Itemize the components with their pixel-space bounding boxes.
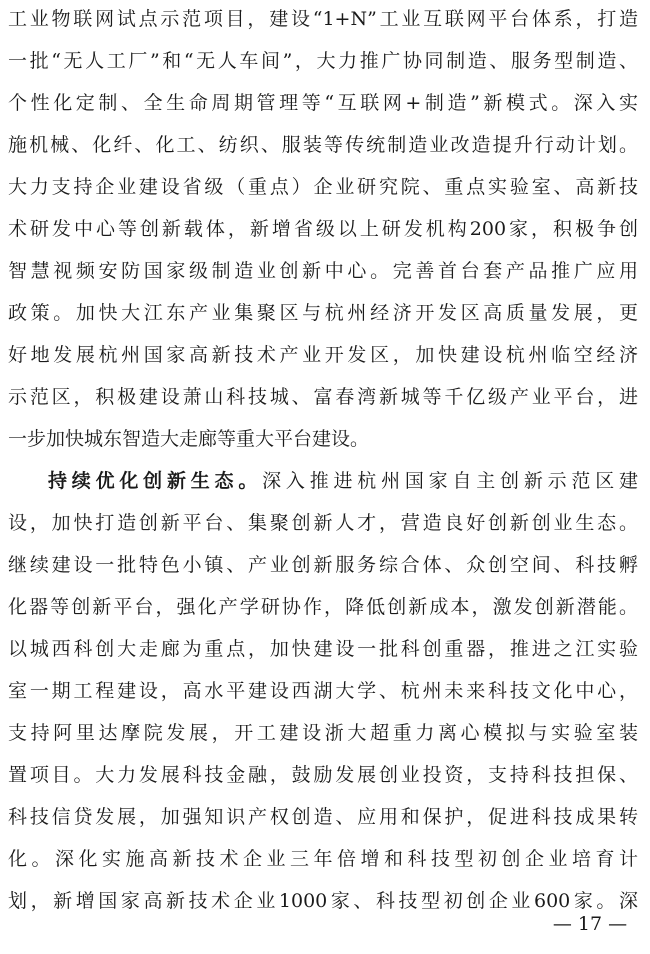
paragraph-line: 一批“无人工厂”和“无人车间”，大力推广协同制造、服务型制造、 [8, 50, 638, 72]
paragraph-text: 深入推进杭州国家自主创新示范区建 [262, 470, 638, 492]
paragraph-line: 以城西科创大走廊为重点，加快建设一批科创重器，推进之江实验 [8, 638, 638, 660]
paragraph-line: 一步加快城东智造大走廊等重大平台建设。 [8, 428, 370, 450]
paragraph-line: 个性化定制、全生命周期管理等“互联网+制造”新模式。深入实 [8, 92, 638, 114]
paragraph-line: 化。深化实施高新技术企业三年倍增和科技型初创企业培育计 [8, 848, 638, 870]
paragraph-line: 化器等创新平台，强化产学研协作，降低创新成本，激发创新潜能。 [8, 596, 638, 618]
paragraph-line: 工业物联网试点示范项目，建设“1+N”工业互联网平台体系，打造 [8, 8, 638, 30]
paragraph-line: 术研发中心等创新载体，新增省级以上研发机构200家，积极争创 [8, 218, 638, 240]
paragraph-line: 政策。加快大江东产业集聚区与杭州经济开发区高质量发展，更 [8, 302, 638, 324]
paragraph-line: 支持阿里达摩院发展，开工建设浙大超重力离心模拟与实验室装 [8, 722, 638, 744]
paragraph-line: 科技信贷发展，加强知识产权创造、应用和保护，促进科技成果转 [8, 806, 638, 828]
paragraph-line: 好地发展杭州国家高新技术产业开发区，加快建设杭州临空经济 [8, 344, 638, 366]
section-heading: 持续优化创新生态。 [48, 470, 263, 492]
paragraph-line: 室一期工程建设，高水平建设西湖大学、杭州未来科技文化中心， [8, 680, 638, 702]
paragraph-line: 智慧视频安防国家级制造业创新中心。完善首台套产品推广应用 [8, 260, 638, 282]
paragraph-first-line [48, 466, 638, 496]
paragraph-line: 设，加快打造创新平台、集聚创新人才，营造良好创新创业生态。 [8, 512, 638, 534]
paragraph-line: 置项目。大力发展科技金融，鼓励发展创业投资，支持科技担保、 [8, 764, 638, 786]
page-number: — 17 — [552, 913, 628, 935]
paragraph-line: 示范区，积极建设萧山科技城、富春湾新城等千亿级产业平台，进 [8, 386, 638, 408]
paragraph-line: 大力支持企业建设省级（重点）企业研究院、重点实验室、高新技 [8, 176, 638, 198]
paragraph-line: 继续建设一批特色小镇、产业创新服务综合体、众创空间、科技孵 [8, 554, 638, 576]
paragraph-line: 施机械、化纤、化工、纺织、服装等传统制造业改造提升行动计划。 [8, 134, 638, 156]
paragraph-line: 划，新增国家高新技术企业1000家、科技型初创企业600家。深 [8, 890, 638, 912]
